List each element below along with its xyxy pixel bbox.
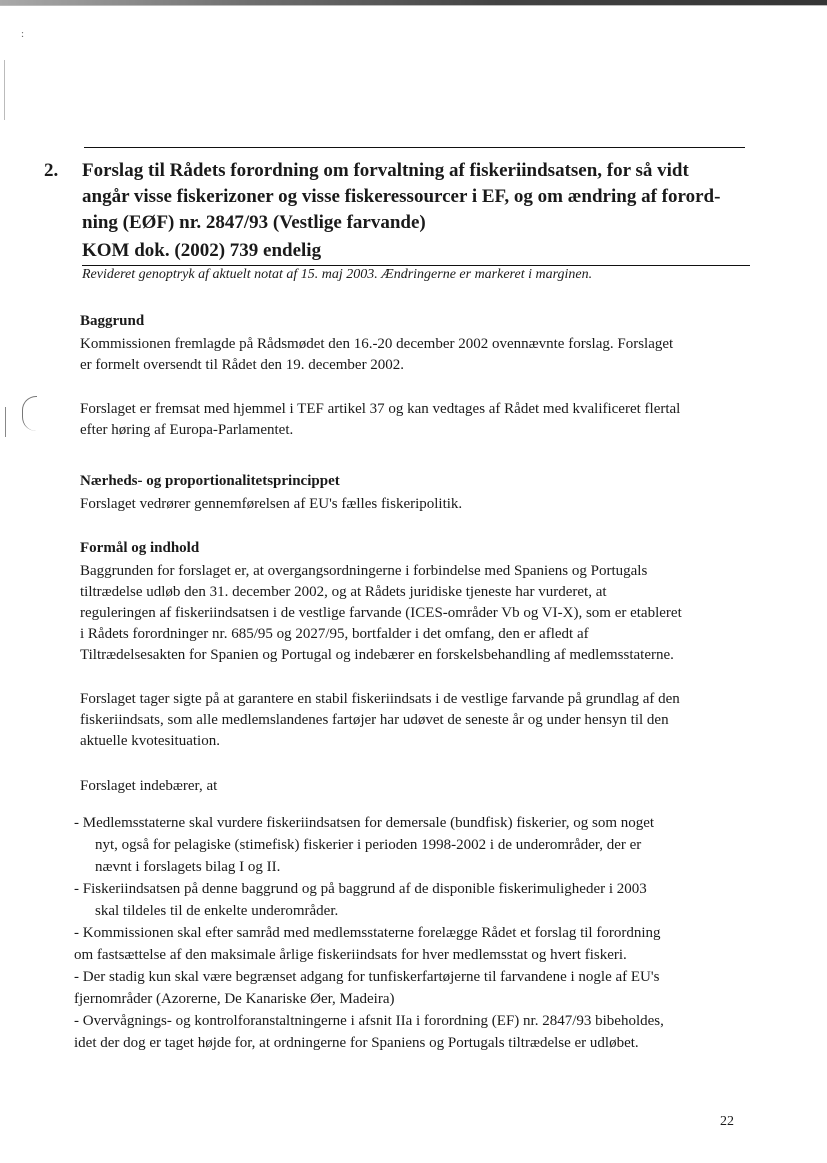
paragraph (80, 399, 752, 441)
bullet-line: idet der dog er taget højde for, at ordningerne for Spaniens og Portugals tiltrædelse er udløbet. (74, 1035, 639, 1051)
heading-line: Forslag til Rådets forordning om forvaltning af fiskeriindsatsen, for så vidt (82, 160, 689, 181)
heading-underline (82, 265, 750, 266)
text-line: Forslaget er fremsat med hjemmel i TEF artikel 37 og kan vedtages af Rådet med kvalificeret flertal (80, 401, 681, 417)
text-line: reguleringen af fiskeriindsatsen i de vestlige farvande (ICES-områder Vb og VI-X), som er etableret (80, 605, 682, 621)
text-line: fiskeriindsats, som alle medlemslandenes fartøjer har udøvet de seneste år og under hensyn til den (80, 712, 669, 728)
text-line: Forslaget vedrører gennemførelsen af EU's fælles fiskeripolitik. (80, 496, 463, 512)
scan-edge-line (0, 5, 827, 6)
text-line: tiltrædelse udløb den 31. december 2002, og at Rådets juridiske tjeneste har vurderet, at (80, 584, 607, 600)
section-naerhed (80, 471, 752, 515)
bullet-line: om fastsættelse af den maksimale årlige fiskeriindsats for hver medlemsstat og hvert fiskeri. (74, 947, 627, 963)
bullet-line: - Fiskeriindsatsen på denne baggrund og på baggrund af de disponible fiskerimuligheder i 2003 (74, 881, 647, 897)
text-line: Kommissionen fremlagde på Rådsmødet den 16.-20 december 2002 ovennævnte forslag. Forslaget (80, 336, 674, 352)
section-baggrund (80, 311, 752, 441)
bullet-line: - Kommissionen skal efter samråd med medlemsstaterne forelægge Rådet et forslag til forordning (74, 925, 661, 941)
heading-line: angår visse fiskerizoner og visse fiskeressourcer i EF, og om ændring af forord- (82, 186, 721, 207)
heading-line: ning (EØF) nr. 2847/93 (Vestlige farvande) (82, 212, 426, 233)
text-line: Forslaget tager sigte på at garantere en stabil fiskeriindsats i de vestlige farvande på grundlag af den (80, 691, 680, 707)
paragraph: Forslaget indebærer, at (80, 778, 218, 794)
change-margin-bracket (22, 396, 37, 431)
section-title: Formål og indhold (80, 540, 200, 556)
page-number: 22 (720, 1114, 734, 1129)
bullet-line: nævnt i forslagets bilag I og II. (95, 859, 281, 875)
item-heading (82, 158, 752, 264)
paragraph (80, 561, 752, 666)
text-line: i Rådets forordninger nr. 685/95 og 2027/95, bortfalder i det omfang, den er afledt af (80, 626, 589, 642)
paragraph (80, 494, 752, 515)
text-line: Baggrunden for forslaget er, at overgangsordningerne i forbindelse med Spaniens og Portugals (80, 563, 648, 579)
left-scan-line (4, 60, 5, 120)
bullet-line: fjernområder (Azorerne, De Kanariske Øer, Madeira) (74, 991, 395, 1007)
change-margin-bar (5, 407, 6, 437)
section-formaal (80, 538, 752, 797)
section-title: Nærheds- og proportionalitetsprincippet (80, 473, 340, 489)
top-rule (84, 147, 745, 148)
text-line: aktuelle kvotesituation. (80, 733, 220, 749)
paragraph (80, 334, 752, 376)
margin-speck: : (21, 28, 25, 40)
bullet-line: - Medlemsstaterne skal vurdere fiskeriindsatsen for demersale (bundfisk) fiskerier, og som noget (74, 815, 655, 831)
text-line: er formelt oversendt til Rådet den 19. december 2002. (80, 357, 405, 373)
text-line: Tiltrædelsesakten for Spanien og Portugal og indebærer en forskelsbehandling af medlemsstaterne. (80, 647, 674, 663)
text-line: efter høring af Europa-Parlamentet. (80, 422, 294, 438)
bullet-line: - Overvågnings- og kontrolforanstaltningerne i afsnit IIa i forordning (EF) nr. 2847/93 bibeholdes, (74, 1013, 664, 1029)
paragraph (80, 689, 752, 752)
bullet-line: nyt, også for pelagiske (stimefisk) fiskerier i perioden 1998-2002 i de underområder, der er (95, 837, 642, 853)
bullet-line: - Der stadig kun skal være begrænset adgang for tunfiskerfartøjerne til farvandene i nogle af EU's (74, 969, 660, 985)
heading-line: KOM dok. (2002) 739 endelig (82, 240, 322, 261)
item-number: 2. (44, 160, 59, 181)
bullet-list (74, 812, 754, 1054)
bullet-line: skal tildeles til de enkelte underområder. (95, 903, 339, 919)
section-title: Baggrund (80, 313, 145, 329)
revised-note: Revideret genoptryk af aktuelt notat af 15. maj 2003. Ændringerne er markeret i marginen. (82, 267, 593, 282)
